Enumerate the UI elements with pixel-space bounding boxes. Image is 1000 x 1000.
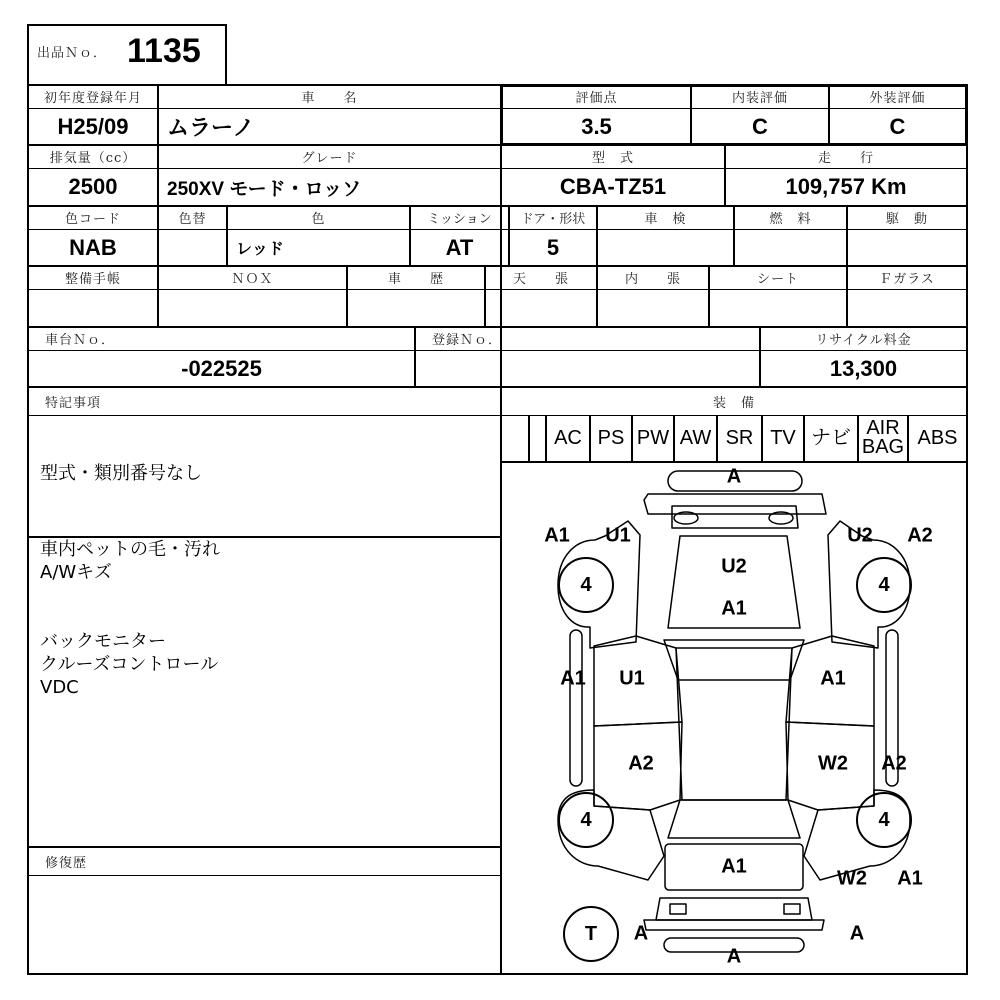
equipment-tv: TV <box>761 415 803 461</box>
damage-mark: A <box>726 465 742 488</box>
note-line: VDC <box>40 677 79 698</box>
damage-mark: A <box>849 922 865 945</box>
vehicle-history-label: 車 歴 <box>387 272 444 287</box>
damage-mark: U1 <box>605 524 631 547</box>
damage-mark: A1 <box>544 524 570 547</box>
equipment-abs: ABS <box>907 415 966 461</box>
note-line: 車内ペットの毛・汚れ <box>40 539 220 560</box>
color-change-value <box>159 230 226 265</box>
nox-value <box>159 290 346 326</box>
maintenance-book-value <box>29 290 157 326</box>
maintenance-book-label: 整備手帳 <box>64 272 121 287</box>
repair-history-title: 修復歴 <box>45 856 88 871</box>
equipment-ps: PS <box>589 415 631 461</box>
rear-bumper-lower <box>644 920 824 930</box>
color-code-value: NAB <box>69 234 117 260</box>
headliner-value <box>486 290 596 326</box>
spare-tire: T <box>563 906 619 962</box>
interior-trim-label: 内 張 <box>624 272 681 287</box>
equipment-title: 装 備 <box>712 396 755 411</box>
registration-number-label: 登録Ｎｏ． <box>432 333 503 348</box>
tire-front-left: 4 <box>558 557 614 613</box>
interior-trim-value <box>598 290 708 326</box>
score-label: 評価点 <box>575 91 618 106</box>
damage-mark: A2 <box>628 752 654 775</box>
recycle-fee-value: 13,300 <box>829 355 898 381</box>
lot-number-box <box>27 24 227 85</box>
inspection-label: 車 検 <box>644 212 687 227</box>
tire-rear-left: 4 <box>558 792 614 848</box>
drive-label: 駆 動 <box>885 212 928 227</box>
car-name-label: 車 名 <box>301 91 358 106</box>
tire-rear-right: 4 <box>856 792 912 848</box>
mileage-label: 走 行 <box>817 151 874 166</box>
mileage-value: 109,757 Km <box>785 174 907 199</box>
note-line <box>40 584 220 630</box>
recycle-fee-label: リサイクル料金 <box>815 333 912 348</box>
equipment-airbag: AIR BAG <box>857 415 907 461</box>
note-line: バックモニター <box>40 631 166 652</box>
interior-grade-label: 内装評価 <box>731 91 788 106</box>
note-line: 型式・類別番号なし <box>40 463 202 484</box>
damage-mark: W2 <box>818 752 848 775</box>
damage-mark: W2 <box>837 867 867 890</box>
door-shape-label: ドア・形状 <box>520 212 586 227</box>
damage-mark: A2 <box>907 524 933 547</box>
damage-mark: U2 <box>847 524 873 547</box>
vehicle-history-value <box>348 290 484 326</box>
exterior-grade-label: 外装評価 <box>869 91 926 106</box>
notes-block-2 <box>40 538 220 699</box>
damage-mark: A1 <box>721 855 747 878</box>
roof <box>676 648 792 800</box>
note-line: クルーズコントロール <box>40 654 219 675</box>
damage-mark: A <box>633 922 649 945</box>
inspection-value <box>598 230 733 265</box>
damage-mark: A2 <box>881 752 907 775</box>
color-value: レッド <box>236 241 284 258</box>
front-glass-value <box>848 290 966 326</box>
model-code-label: 型 式 <box>591 151 634 166</box>
car-diagram <box>502 463 966 973</box>
tire-front-right: 4 <box>856 557 912 613</box>
notes-title: 特記事項 <box>45 396 102 411</box>
damage-mark: A <box>726 945 742 968</box>
rear-bumper <box>656 898 812 920</box>
drive-value <box>848 230 966 265</box>
equipment-aw: AW <box>673 415 716 461</box>
exterior-grade-value: C <box>889 113 906 139</box>
transmission-label: ミッション <box>427 212 492 227</box>
equipment-sr: SR <box>716 415 761 461</box>
damage-mark: A1 <box>560 667 586 690</box>
model-code-value: CBA-TZ51 <box>559 174 667 199</box>
displacement-label: 排気量（cc） <box>49 151 137 166</box>
transmission-value: AT <box>445 234 474 260</box>
color-label: 色 <box>311 212 326 227</box>
chassis-number-label: 車台Ｎｏ． <box>45 333 116 348</box>
chassis-number-value: -022525 <box>181 355 262 381</box>
damage-mark: A1 <box>820 667 846 690</box>
front-glass-label: Ｆガラス <box>879 272 935 287</box>
note-line: A/Wキズ <box>40 562 112 583</box>
car-name-value: ムラーノ <box>167 115 255 140</box>
lot-number-value: 1135 <box>127 32 201 70</box>
damage-mark: U1 <box>619 667 645 690</box>
nox-label: ＮＯＸ <box>231 272 274 287</box>
door-shape-value: 5 <box>546 234 560 260</box>
seat-label: シート <box>756 272 799 287</box>
displacement-value: 2500 <box>68 174 118 199</box>
seat-value <box>710 290 846 326</box>
color-change-label: 色替 <box>178 212 207 227</box>
windshield <box>664 640 804 680</box>
lot-number-label: 出品Ｎｏ． <box>37 46 108 61</box>
grade-label: グレード <box>301 151 358 166</box>
front-grille <box>672 506 798 528</box>
first-registration-label: 初年度登録年月 <box>43 91 142 106</box>
first-registration-value: H25/09 <box>57 113 129 139</box>
notes-block-1 <box>40 462 202 485</box>
interior-grade-value: C <box>752 113 768 139</box>
grid-line <box>27 875 502 876</box>
equipment-ac: AC <box>545 415 589 461</box>
fuel-label: 燃 料 <box>769 212 812 227</box>
grid-line <box>528 415 530 461</box>
rear-glass <box>668 800 800 838</box>
equipment-pw: PW <box>631 415 673 461</box>
registration-number-value <box>416 351 759 386</box>
fuel-value <box>735 230 846 265</box>
damage-mark: A1 <box>897 867 923 890</box>
damage-mark: A1 <box>721 597 747 620</box>
score-value: 3.5 <box>581 113 612 139</box>
color-code-label: 色コード <box>64 212 121 227</box>
damage-mark: U2 <box>721 555 747 578</box>
grade-value: 250XV モード・ロッソ <box>167 178 362 200</box>
equipment-navi: ナビ <box>803 415 857 461</box>
headliner-label: 天 張 <box>512 272 569 287</box>
